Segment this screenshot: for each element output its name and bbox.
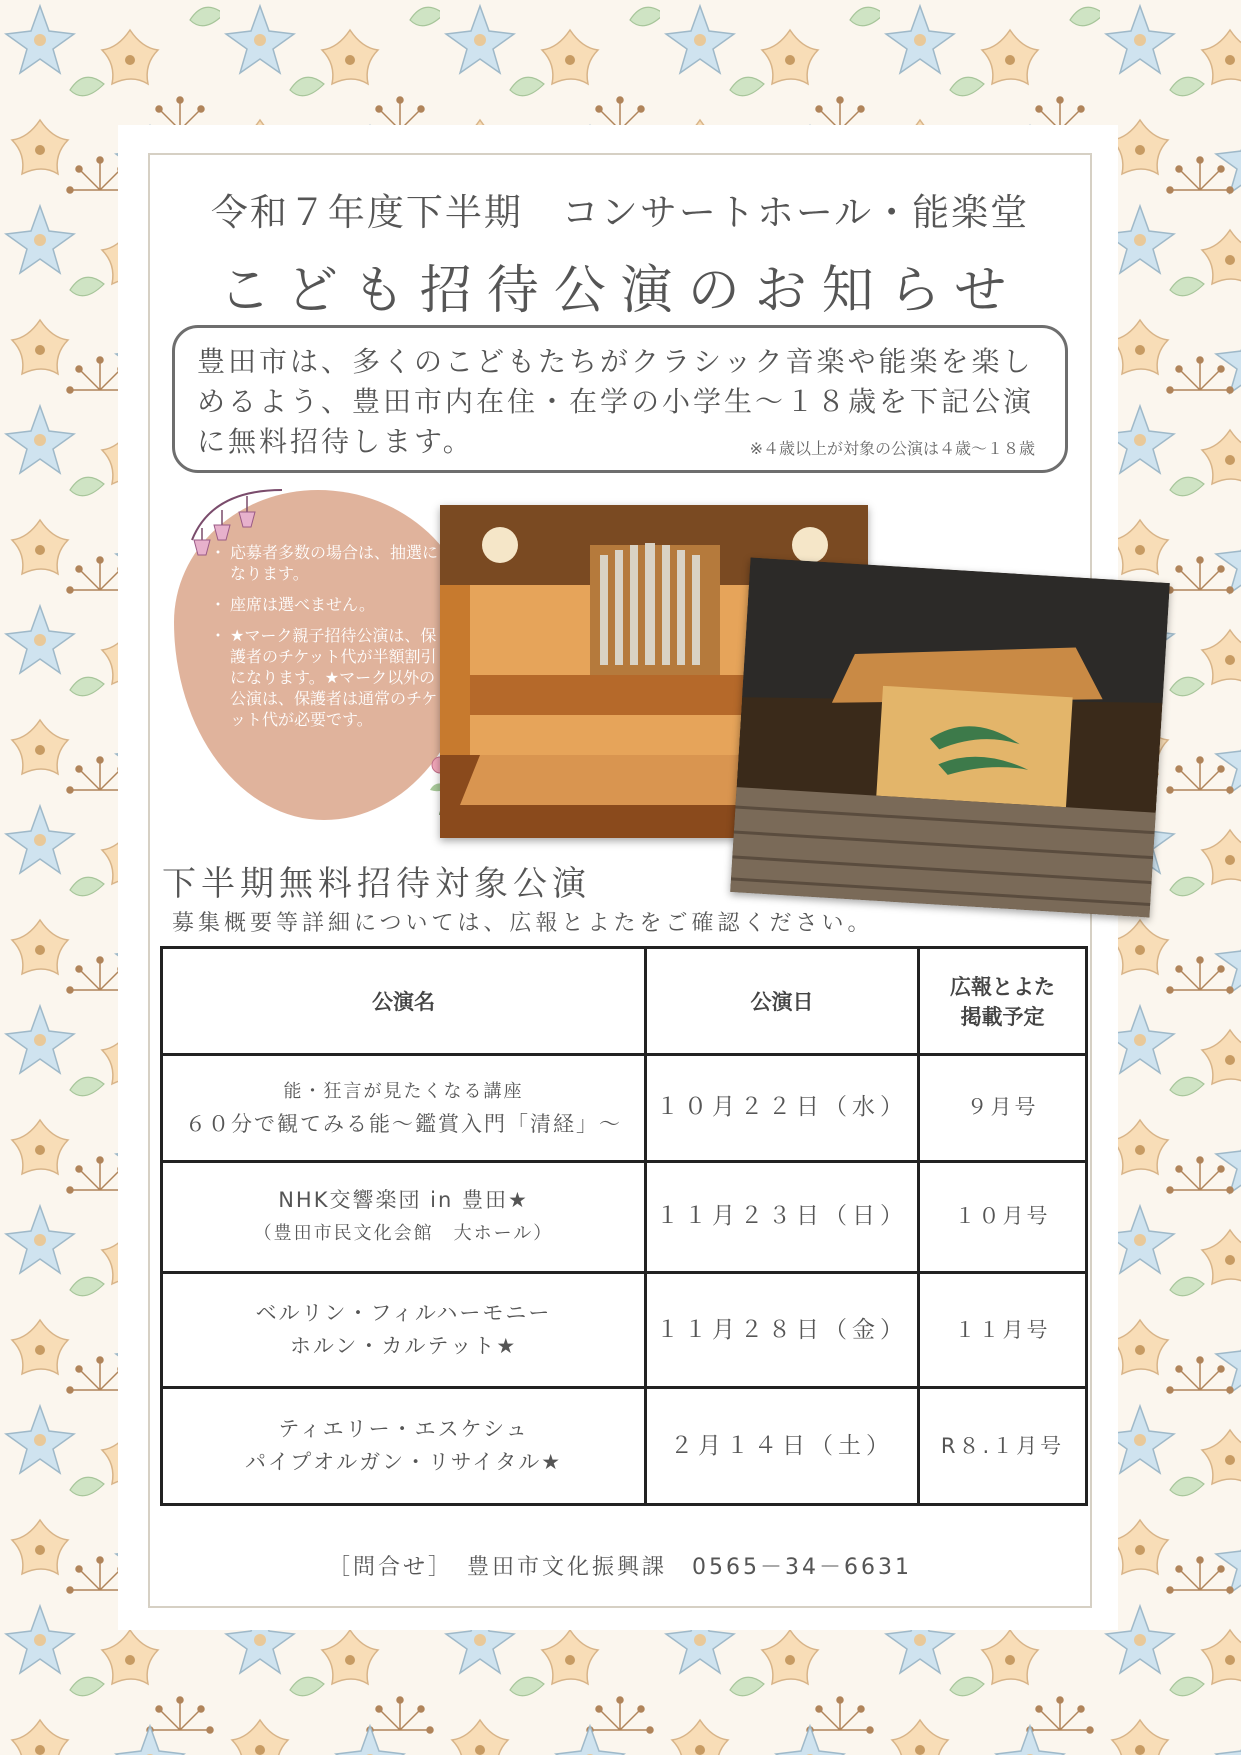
title-season: 令和７年度下半期 コンサートホール・能楽堂	[210, 191, 1030, 234]
note-item: ・ 応募者多数の場合は、抽選になります。	[210, 542, 450, 584]
performance-issue: R８.１月号	[919, 1388, 1087, 1505]
performance-name-line1: ベルリン・フィルハーモニー	[255, 1301, 552, 1326]
performance-name-line2: （豊田市民文化会館 大ホール）	[253, 1222, 554, 1244]
header-date: 公演日	[646, 948, 919, 1055]
performance-date: １１月２３日（日）	[646, 1162, 919, 1273]
performance-name-line1: ティエリー・エスケシュ	[278, 1417, 529, 1442]
performance-name	[162, 1162, 646, 1273]
performance-name	[162, 1388, 646, 1505]
note-item: ・ ★マーク親子招待公演は、保護者のチケット代が半額割引になります。★マーク以外の公演は、保護者は通常のチケット代が必要です。	[210, 625, 450, 730]
table-row	[162, 1162, 1087, 1273]
performance-table	[160, 946, 1088, 1506]
performance-name-line1: 能・狂言が見たくなる講座	[283, 1080, 524, 1102]
performance-issue: １１月号	[919, 1272, 1087, 1388]
performance-issue: １０月号	[919, 1162, 1087, 1273]
note-item: ・ 座席は選べません。	[210, 594, 450, 615]
table-row	[162, 1388, 1087, 1505]
performance-name-line2: ホルン・カルテット★	[289, 1334, 518, 1359]
performance-name-line1: NHK交響楽団 in 豊田★	[278, 1187, 529, 1212]
performance-date: ２月１４日（土）	[646, 1388, 919, 1505]
header-issue-line2: 掲載予定	[960, 1004, 1045, 1029]
header-name: 公演名	[162, 948, 646, 1055]
performance-name-line2: ６０分で観てみる能～鑑賞入門「清経」～	[185, 1111, 622, 1136]
performance-date: １０月２２日（水）	[646, 1054, 919, 1162]
table-row	[162, 1054, 1087, 1162]
intro-box	[172, 325, 1068, 473]
performance-name	[162, 1272, 646, 1388]
notes-list	[210, 542, 450, 740]
intro-note: ※４歳以上が対象の公演は４歳～１８歳	[749, 439, 1035, 458]
table-row	[162, 1272, 1087, 1388]
section-subtitle: 募集概要等詳細については、広報とよたをご確認ください。	[172, 911, 874, 936]
page-title: こども招待公演のお知らせ	[218, 261, 1022, 321]
performance-date: １１月２８日（金）	[646, 1272, 919, 1388]
section-title: 下半期無料招待対象公演	[162, 864, 591, 904]
performance-name	[162, 1054, 646, 1162]
header-issue	[919, 948, 1087, 1055]
performance-issue: ９月号	[919, 1054, 1087, 1162]
contact-info: ［問合せ］ 豊田市文化振興課 0565－34－6631	[328, 1555, 912, 1580]
performance-name-line2: パイプオルガン・リサイタル★	[244, 1450, 563, 1475]
header-issue-line1: 広報とよた	[950, 974, 1055, 999]
table-header-row	[162, 948, 1087, 1055]
noh-stage-photo	[730, 557, 1170, 917]
intro-text: 豊田市は、多くのこどもたちがクラシック音楽や能楽を楽しめるよう、豊田市内在住・在学の小学生～１８歳を下記公演に無料招待します。	[197, 345, 1035, 458]
